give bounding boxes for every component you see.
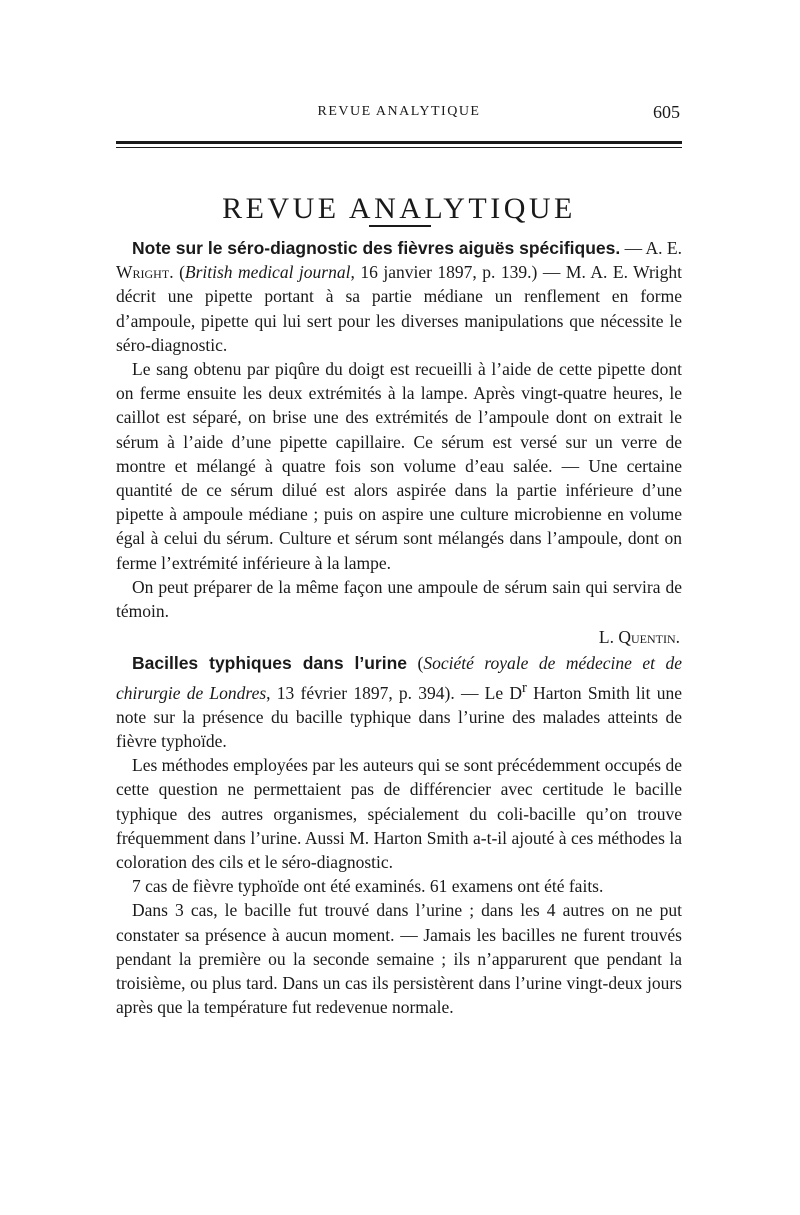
article-2-paragraph-3: 7 cas de fièvre typhoïde ont été examinés. 61 examens ont été faits. (132, 876, 604, 897)
article-1-journal: British medical journal (184, 262, 351, 283)
article-body (116, 236, 682, 1019)
article-2-paragraph-4: Dans 3 cas, le bacille fut trouvé dans l’urine ; dans les 4 autres on ne put constater sa présence à aucun moment. — Jamais les bacilles ne furent trouvés pendant la première ou la seconde semaine ; ils n’apparurent que pendant la troisième, ou plus tard. Dans un cas ils persistèrent dans l’urine vingt-deux jours après que la température fut redevenue normale. (116, 900, 682, 1018)
article-2-dr-superscript: r (521, 679, 527, 696)
article-1-author: Wright (116, 262, 170, 283)
article-2-paragraph-1-text: Harton Smith lit une note sur la présence du bacille typhique dans l’urine des malades atteints de fièvre typhoïde. (116, 682, 682, 751)
article-1-citation: , 16 janvier 1897, p. 139.) (350, 262, 538, 283)
article-2-title: Bacilles typhiques dans l’urine (132, 653, 408, 674)
header-rule-thick (116, 141, 682, 144)
article-1-paragraph-2: Le sang obtenu par piqûre du doigt est recueilli à l’aide de cette pipette dont on ferme ensuite les deux extrémités à la lampe. Après vingt-quatre heures, le caillot est séparé, on brise une des extrémités de l’ampoule dont on extrait le sérum à l’aide d’une pipette capillaire. Ce sérum est versé sur un verre de montre et mélangé à quatre fois son volume d’eau salée. — Une certaine quantité de ce sérum dilué est alors aspirée dans la partie inférieure d’une pipette à ampoule médiane ; puis on aspire une culture microbienne en volume égal à celui du sérum. Culture et sérum sont mélangés dans l’ampoule, dont on ferme l’extrémité inférieure à la lampe. (116, 359, 682, 573)
article-1-byline-mid: . ( (169, 262, 185, 283)
title-divider (369, 225, 431, 227)
article-1-byline-prefix: — A. E. (620, 238, 682, 258)
article-1-title: Note sur le séro-diagnostic des fièvres aiguës spécifiques. (132, 238, 621, 258)
section-title: REVUE ANALYTIQUE (222, 192, 576, 226)
article-1-paragraph-1-text: — M. A. E. Wright décrit une pipette portant à sa partie médiane un renflement en forme d’ampoule, pipette qui lui sert pour les diverses manipulations que nécessite le séro-diagnostic. (116, 262, 682, 355)
article-1-signature: L. Quentin. (598, 627, 680, 648)
article-2-open-paren: ( (407, 653, 424, 674)
running-title: REVUE ANALYTIQUE (317, 104, 481, 119)
article-2-paragraph-2: Les méthodes employées par les auteurs qui se sont précédemment occupés de cette question ne permettaient pas de différencier avec certitude le bacille typhique des autres organismes, spécialement du coli-bacille qu’on trouve fréquemment dans l’urine. Aussi M. Harton Smith a-t-il ajouté à ces méthodes la coloration des cils et le séro-diagnostic. (116, 755, 682, 872)
article-1-paragraph-1 (116, 236, 682, 357)
running-head (118, 104, 680, 128)
article-2-source: Société royale de médecine et de chirurgie de Londres (116, 653, 682, 703)
article-2-citation: , 13 février 1897, p. 394). — Le D (266, 682, 522, 703)
article-1-paragraph-3: On peut préparer de la même façon une ampoule de sérum sain qui servira de témoin. (116, 576, 682, 622)
header-rule-thin (116, 147, 682, 148)
page-number: 605 (653, 102, 680, 122)
article-2-paragraph-1 (116, 651, 682, 753)
